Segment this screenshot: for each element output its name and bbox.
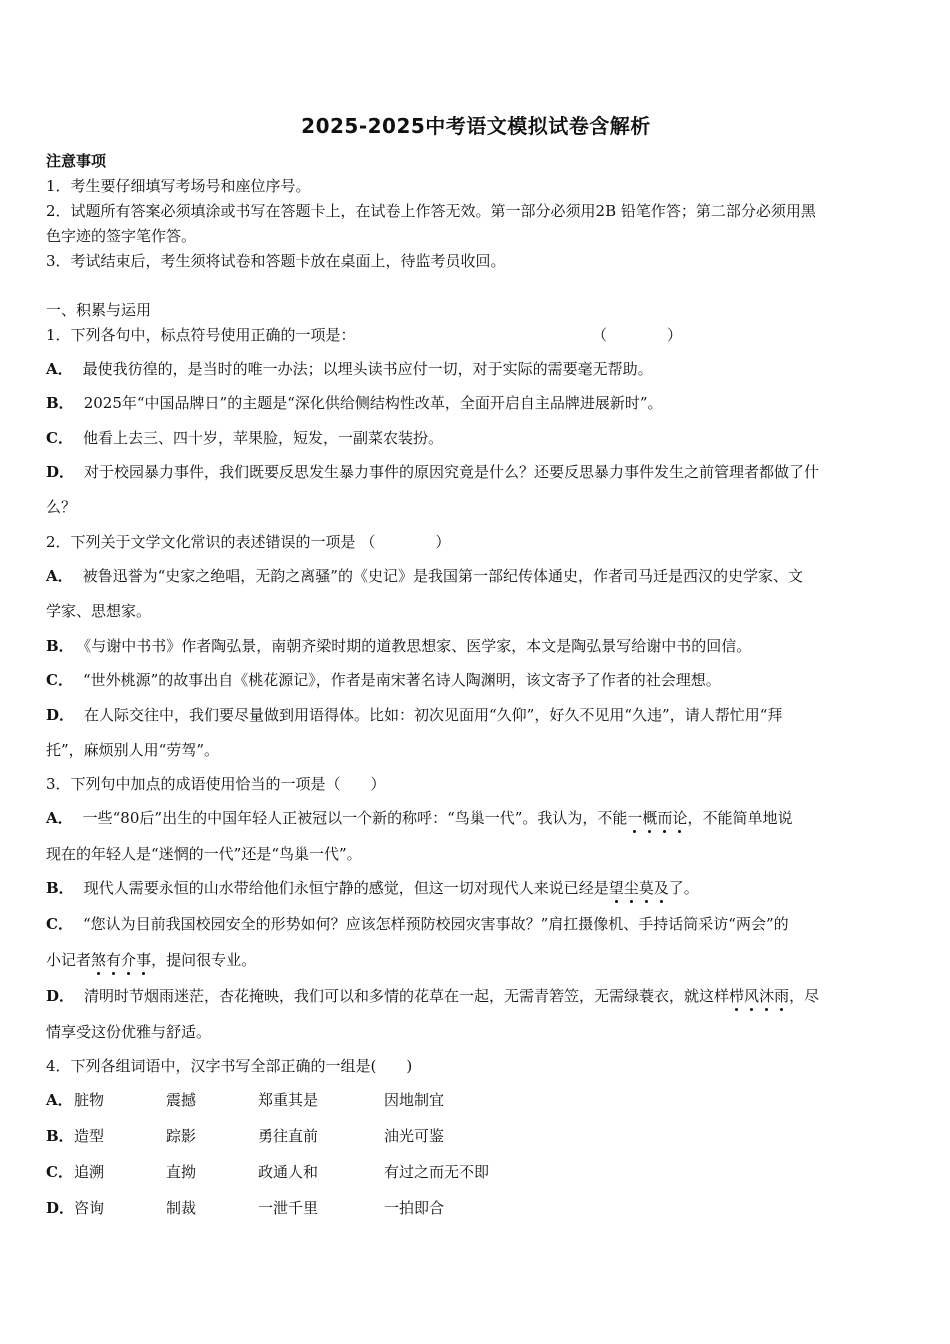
word: 脏物 (74, 1091, 105, 1109)
q1-option-a (46, 359, 906, 379)
dotted-char: 论 (672, 809, 688, 827)
word: 追溯 (74, 1163, 105, 1181)
option-letter: B． (46, 637, 74, 655)
option-text: 被鲁迅誉为“史家之绝唱，无韵之离骚”的《史记》是我国第一部纪传体通史，作者司马迁是西汉的史学家、文 (82, 567, 803, 585)
notice-item-2-cont: 色字迹的签字笔作答。 (46, 227, 197, 245)
option-letter: A． (46, 567, 73, 585)
q2-option-b (46, 636, 906, 656)
option-text: 2025年“中国品牌日”的主题是“深化供给侧结构性改革，全面开启自主品牌进展新时”。 (83, 394, 663, 412)
option-text: 一些“80后”出生的中国年轻人正被冠以一个新的称呼：“鸟巢一代”。我认为，不能 (82, 809, 628, 827)
option-text: 在人际交往中，我们要尽量做到用语得体。比如：初次见面用“久仰”，好久不见用“久违”，请人帮忙用“拜 (84, 706, 783, 724)
option-letter: B． (46, 1127, 74, 1145)
q1-option-b (46, 393, 906, 413)
option-text: 现代人需要永恒的山水带给他们永恒宁静的感觉，但这一切对现代人来说已经是 (83, 879, 609, 897)
option-text: 清明时节烟雨迷茫，杏花掩映，我们可以和多情的花草在一起，无需青箬笠，无需绿蓑衣，就这样 (84, 987, 730, 1005)
question-1-stem (46, 325, 906, 345)
q1-option-c (46, 428, 906, 448)
option-letter: D． (46, 706, 75, 724)
word: 一泄千里 (258, 1199, 319, 1217)
option-text: “世外桃源”的故事出自《桃花源记》，作者是南宋著名诗人陶渊明，该文寄予了作者的社会理想。 (82, 671, 721, 689)
dotted-char: 望 (608, 879, 624, 897)
question-3-stem: 3．下列句中加点的成语使用恰当的一项是（ ） (46, 775, 386, 793)
q2-option-a-cont: 学家、思想家。 (46, 602, 152, 620)
q3-option-d-cont: 情享受这份优雅与舒适。 (46, 1023, 212, 1041)
q2-option-d (46, 705, 906, 725)
dotted-char: 尘 (623, 879, 639, 897)
option-text-after: ，不能简单地说 (687, 809, 793, 827)
notice-item-2: 2．试题所有答案必须填涂或书写在答题卡上，在试卷上作答无效。第一部分必须用2B 铅笔作答；第二部分必须用黑 (46, 202, 816, 220)
section-heading: 一、积累与运用 (46, 301, 152, 319)
dotted-char: 介 (121, 951, 137, 969)
option-text: 他看上去三、四十岁，苹果脸，短发，一副菜农装扮。 (82, 429, 443, 447)
option-text-after: ，尽 (789, 987, 820, 1005)
option-text: 对于校园暴力事件，我们既要反思发生暴力事件的原因究竟是什么？还要反思暴力事件发生之前管理者都做了什 (84, 463, 820, 481)
dotted-char: 雨 (774, 987, 790, 1005)
q3-option-a (46, 808, 906, 828)
option-letter: D． (46, 1199, 75, 1217)
option-letter: C． (46, 1163, 73, 1181)
word: 造型 (74, 1127, 105, 1145)
option-letter: C． (46, 429, 73, 447)
word: 政通人和 (258, 1163, 319, 1181)
dotted-char: 沐 (759, 987, 775, 1005)
dotted-idiom (627, 809, 687, 827)
option-text: 《与谢中书书》作者陶弘景，南朝齐梁时期的道教思想家、医学家，本文是陶弘景写给谢中书的回信。 (83, 637, 752, 655)
dotted-char: 栉 (729, 987, 745, 1005)
dotted-char: 一 (627, 809, 643, 827)
dotted-idiom (91, 951, 151, 969)
dotted-idiom (729, 987, 789, 1005)
option-text: 小记者 (46, 951, 92, 969)
option-letter: A． (46, 360, 73, 378)
dotted-char: 有 (106, 951, 122, 969)
word: 油光可鉴 (384, 1127, 445, 1145)
option-letter: C． (46, 915, 73, 933)
notice-item-1: 1．考生要仔细填写考场号和座位序号。 (46, 177, 311, 195)
q3-option-c (46, 914, 906, 934)
question-4-stem: 4．下列各组词语中，汉字书写全部正确的一组是( ) (46, 1057, 413, 1075)
option-letter: B． (46, 394, 74, 412)
dotted-char: 莫 (638, 879, 654, 897)
dotted-char: 煞 (91, 951, 107, 969)
notice-item-3: 3．考试结束后，考生须将试卷和答题卡放在桌面上，待监考员收回。 (46, 252, 506, 270)
option-letter: A． (46, 809, 73, 827)
dotted-idiom (609, 879, 669, 897)
word: 一拍即合 (384, 1199, 445, 1217)
q1-option-d-cont: 么？ (46, 498, 77, 516)
page-title: 2025-2025中考语文模拟试卷含解析 (301, 114, 651, 138)
word: 咨询 (74, 1199, 105, 1217)
option-text: “您认为目前我国校园安全的形势如何？应该怎样预防校园灾害事故？”肩扛摄像机、手持话筒采访“两会”的 (82, 915, 789, 933)
dotted-char: 事 (136, 951, 152, 969)
question-2-stem: 2．下列关于文学文化常识的表述错误的一项是 （ ） (46, 533, 451, 551)
question-1-text: 1．下列各句中，标点符号使用正确的一项是： (46, 326, 356, 344)
question-1-answer-paren: （ ） (592, 326, 683, 344)
q3-option-c-cont (46, 950, 906, 970)
word: 踪影 (166, 1127, 197, 1145)
word: 制裁 (166, 1199, 197, 1217)
word: 郑重其是 (258, 1091, 319, 1109)
option-letter: A． (46, 1091, 73, 1109)
word: 因地制宜 (384, 1091, 445, 1109)
option-text: 最使我彷徨的，是当时的唯一办法；以埋头读书应付一切，对于实际的需要毫无帮助。 (82, 360, 653, 378)
q2-option-c (46, 670, 906, 690)
word: 直拗 (166, 1163, 197, 1181)
q3-option-a-cont: 现在的年轻人是“迷惘的一代”还是“鸟巢一代”。 (46, 845, 362, 863)
option-letter: D． (46, 463, 75, 481)
word: 勇往直前 (258, 1127, 319, 1145)
dotted-char: 概 (642, 809, 658, 827)
q1-option-d (46, 462, 906, 482)
option-text-after: 了。 (668, 879, 699, 897)
q3-option-b (46, 878, 906, 898)
option-text-after: ，提问很专业。 (151, 951, 257, 969)
q3-option-d (46, 986, 906, 1006)
dotted-char: 及 (653, 879, 669, 897)
dotted-char: 风 (744, 987, 760, 1005)
option-letter: D． (46, 987, 75, 1005)
word: 震撼 (166, 1091, 197, 1109)
option-letter: C． (46, 671, 73, 689)
q2-option-a (46, 566, 906, 586)
option-letter: B． (46, 879, 74, 897)
q2-option-d-cont: 托”，麻烦别人用“劳驾”。 (46, 741, 220, 759)
word: 有过之而无不即 (384, 1163, 490, 1181)
dotted-char: 而 (657, 809, 673, 827)
notice-heading: 注意事项 (46, 152, 107, 170)
